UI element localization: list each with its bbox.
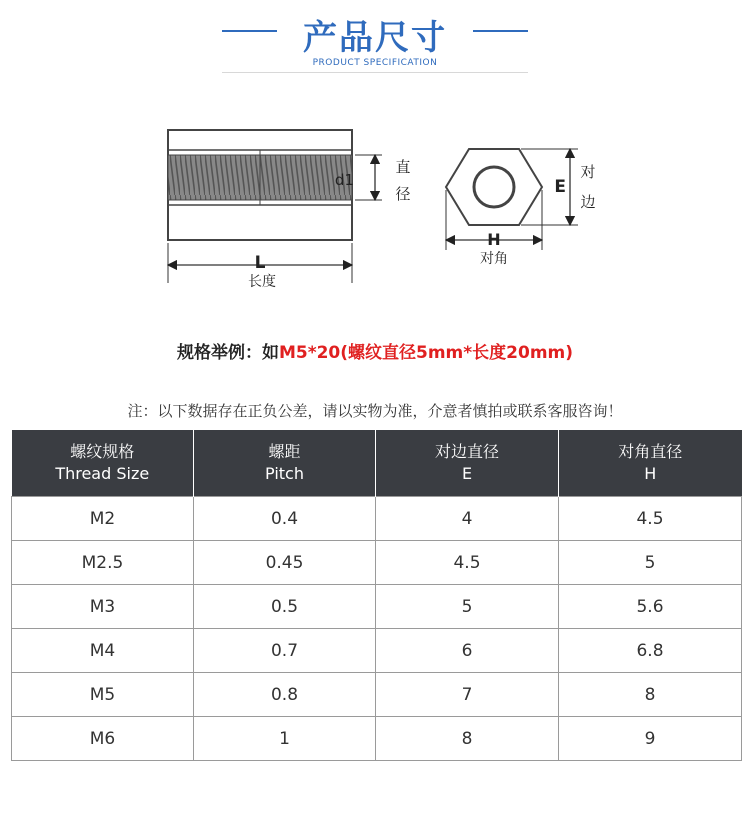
page-title: 产品尺寸 <box>303 18 447 58</box>
header-thread-size: 螺纹规格 Thread Size <box>12 430 194 497</box>
across-corners-caption: 对角 <box>480 251 508 267</box>
cell-thread-size: M5 <box>12 673 194 717</box>
cell-across-corners: 9 <box>559 717 742 761</box>
cell-pitch: 0.5 <box>194 585 376 629</box>
cell-thread-size: M3 <box>12 585 194 629</box>
cell-across-corners: 5 <box>559 541 742 585</box>
header-divider <box>222 72 528 73</box>
header-pitch: 螺距 Pitch <box>194 430 376 497</box>
cell-across-corners: 4.5 <box>559 497 742 541</box>
cell-pitch: 1 <box>194 717 376 761</box>
across-flats-caption-2: 边 <box>580 193 596 211</box>
length-symbol: L <box>254 253 266 273</box>
cell-across-flats: 8 <box>376 717 559 761</box>
cell-across-corners: 6.8 <box>559 629 742 673</box>
spec-example <box>0 338 750 363</box>
diameter-caption-1: 直 <box>395 158 411 176</box>
cell-thread-size: M4 <box>12 629 194 673</box>
title-right-rule <box>473 30 528 32</box>
cell-across-corners: 5.6 <box>559 585 742 629</box>
table-row <box>12 585 742 629</box>
cell-thread-size: M6 <box>12 717 194 761</box>
cell-pitch: 0.7 <box>194 629 376 673</box>
spec-example-prefix: 规格举例：如 <box>176 343 279 363</box>
spec-example-highlight: M5*20(螺纹直径5mm*长度20mm) <box>278 343 574 363</box>
table-row <box>12 497 742 541</box>
table-header-row <box>12 430 742 497</box>
length-caption: 长度 <box>248 274 276 290</box>
cell-across-flats: 5 <box>376 585 559 629</box>
cell-across-flats: 6 <box>376 629 559 673</box>
hex-front-view <box>446 149 578 250</box>
cell-across-flats: 4.5 <box>376 541 559 585</box>
cell-across-flats: 4 <box>376 497 559 541</box>
dimension-diagram <box>0 115 750 295</box>
table-row <box>12 629 742 673</box>
diameter-symbol: d1 <box>334 171 354 189</box>
standoff-side-view <box>168 130 382 283</box>
diameter-caption-2: 径 <box>395 185 411 203</box>
cell-thread-size: M2 <box>12 497 194 541</box>
cell-across-flats: 7 <box>376 673 559 717</box>
across-corners-symbol: H <box>487 230 501 249</box>
cell-pitch: 0.45 <box>194 541 376 585</box>
table-row <box>12 673 742 717</box>
cell-pitch: 0.8 <box>194 673 376 717</box>
cell-thread-size: M2.5 <box>12 541 194 585</box>
spec-table <box>11 430 742 761</box>
page-subtitle: PRODUCT SPECIFICATION <box>312 58 438 68</box>
tolerance-note: 注：以下数据存在正负公差，请以实物为准，介意者慎拍或联系客服咨询！ <box>127 402 623 420</box>
across-flats-caption-1: 对 <box>580 163 596 181</box>
table-row <box>12 717 742 761</box>
header-across-flats: 对边直径 E <box>376 430 559 497</box>
cell-pitch: 0.4 <box>194 497 376 541</box>
table-row <box>12 541 742 585</box>
across-flats-symbol: E <box>554 177 566 197</box>
cell-across-corners: 8 <box>559 673 742 717</box>
page-header <box>0 0 750 80</box>
header-across-corners: 对角直径 H <box>559 430 742 497</box>
